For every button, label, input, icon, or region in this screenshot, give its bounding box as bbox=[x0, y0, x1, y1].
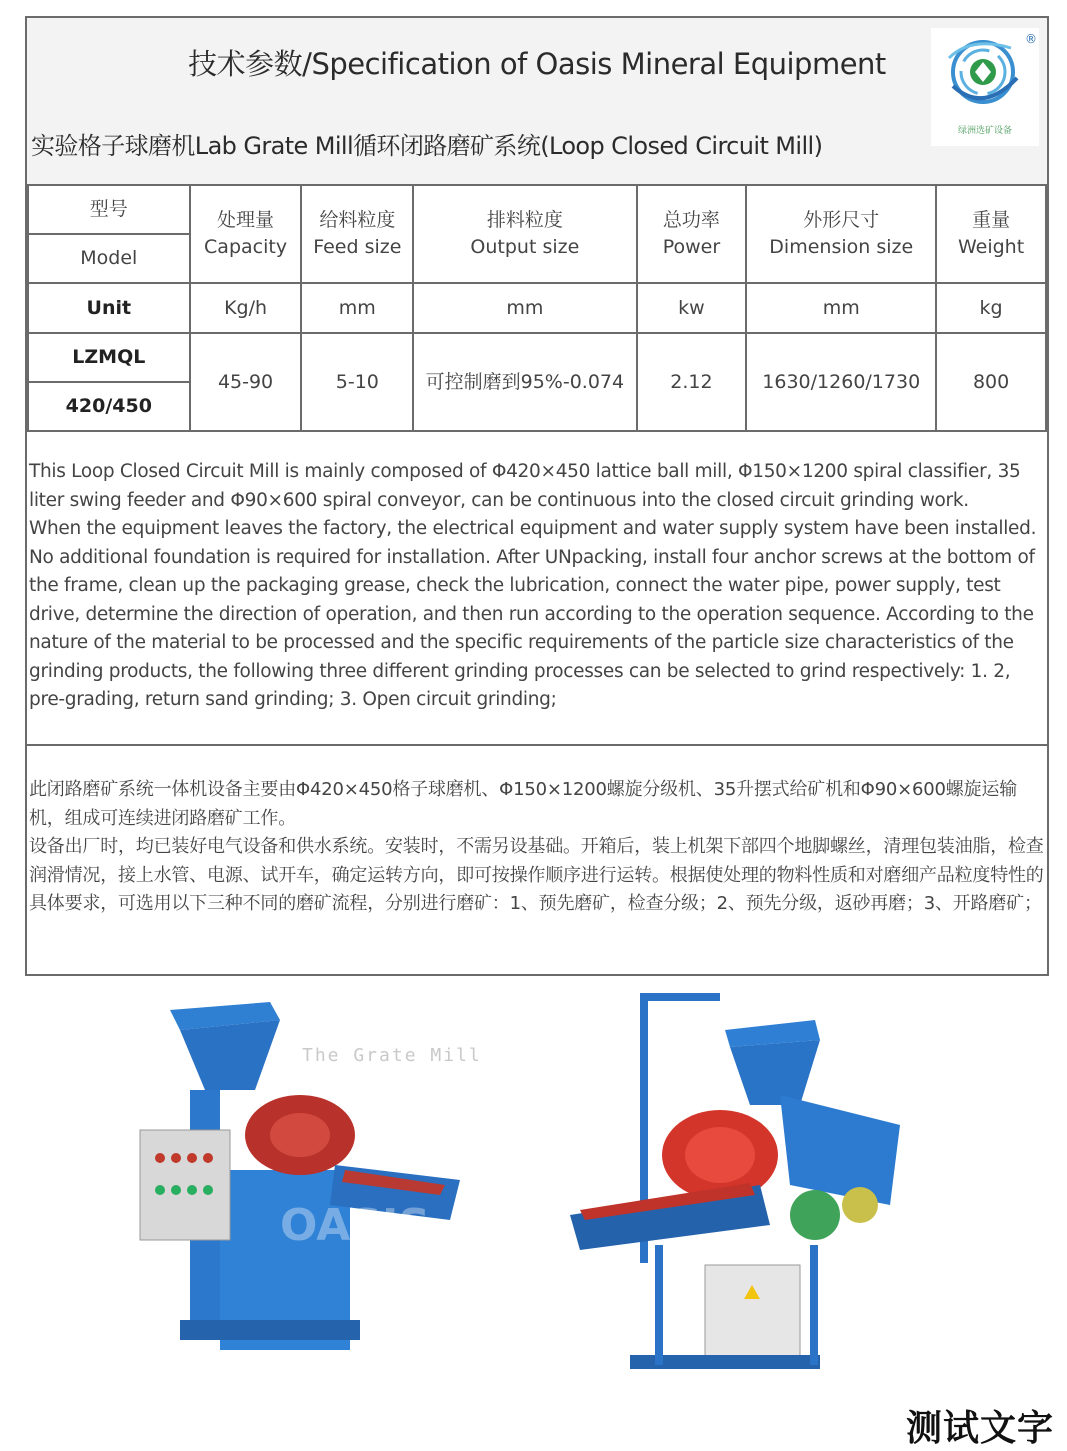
globe-logo-icon bbox=[931, 28, 1039, 123]
weight-unit: kg bbox=[936, 283, 1046, 333]
spec-sheet bbox=[25, 16, 1049, 976]
feed-size-header: 给料粒度 Feed size bbox=[301, 185, 413, 283]
chinese-description bbox=[29, 776, 1045, 919]
output-size-unit: mm bbox=[413, 283, 636, 333]
weight-header: 重量 Weight bbox=[936, 185, 1046, 283]
model-size: 420/450 bbox=[28, 382, 190, 431]
weight-value: 800 bbox=[936, 333, 1046, 431]
spec-table bbox=[27, 184, 1047, 432]
power-value: 2.12 bbox=[637, 333, 747, 431]
page-watermark: 测试文字 bbox=[906, 1407, 1055, 1449]
dimension-header: 外形尺寸 Dimension size bbox=[746, 185, 936, 283]
sheet-header bbox=[27, 18, 1047, 186]
capacity-value: 45-90 bbox=[190, 333, 302, 431]
dimension-value: 1630/1260/1730 bbox=[746, 333, 936, 431]
unit-label: Unit bbox=[28, 283, 190, 333]
output-size-value: 可控制磨到95%-0.074 bbox=[413, 333, 636, 431]
control-box bbox=[140, 1130, 230, 1240]
photo-watermark: OASIS bbox=[280, 1200, 431, 1251]
feed-size-value: 5-10 bbox=[301, 333, 413, 431]
english-paragraph: When the equipment leaves the factory, the electrical equipment and water supply system have been installed. No additional foundation is required for installation. After UNpacking, install four anchor screws at the bottom of the frame, clean up the packaging grease, check the lubrication, connect the water pipe, power supply, test drive, determine the direction of operation, and then run according to the operation sequence. According to the nature of the material to be processed and the specific requirements of the particle size characteristics of the grinding products, the following three different grinding processes can be selected to grind respectively: 1. 2, pre-grading, return sand grinding; 3. Open circuit grinding; bbox=[29, 518, 1037, 710]
capacity-header: 处理量 Capacity bbox=[190, 185, 302, 283]
electrical-cabinet bbox=[705, 1265, 800, 1360]
english-description bbox=[29, 458, 1045, 715]
model-name: LZMQL bbox=[28, 333, 190, 382]
photo-caption: The Grate Mill bbox=[302, 1045, 482, 1066]
dimension-unit: mm bbox=[746, 283, 936, 333]
power-header: 总功率 Power bbox=[637, 185, 747, 283]
chinese-paragraph: 此闭路磨矿系统一体机设备主要由Φ420×450格子球磨机、Φ150×1200螺旋分级机、35升摆式给矿机和Φ90×600螺旋运输机，组成可连续进闭路磨矿工作。 bbox=[29, 779, 1017, 829]
model-header-en: Model bbox=[28, 234, 190, 283]
registered-mark: ® bbox=[1025, 32, 1037, 46]
feed-size-unit: mm bbox=[301, 283, 413, 333]
page-title: 技术参数/Specification of Oasis Mineral Equipment bbox=[188, 47, 886, 81]
section-divider bbox=[27, 744, 1047, 746]
power-unit: kw bbox=[637, 283, 747, 333]
chinese-paragraph: 设备出厂时，均已装好电气设备和供水系统。安装时，不需另设基础。开箱后，装上机架下部四个地脚螺丝，清理包装油脂，检查润滑情况，接上水管、电源、试开车，确定运转方向，即可按操作顺序进行运转。根据使处理的物料性质和对磨细产品粒度特性的具体要求，可选用以下三种不同的磨矿流程，分别进行磨矿：1、预先磨矿，检查分级；2、预先分级，返砂再磨；3、开路磨矿； bbox=[29, 836, 1044, 914]
company-logo bbox=[931, 28, 1039, 146]
english-paragraph: This Loop Closed Circuit Mill is mainly composed of Φ420×450 lattice ball mill, Φ150×1200 spiral classifier, 35 liter swing feeder and Φ90×600 spiral conveyor, can be continuous into the closed circuit grinding work. bbox=[29, 461, 1021, 511]
model-header-cn: 型号 bbox=[28, 185, 190, 234]
product-subtitle: 实验格子球磨机Lab Grate Mill循环闭路磨矿系统(Loop Closed Circuit Mill) bbox=[31, 132, 823, 160]
capacity-unit: Kg/h bbox=[190, 283, 302, 333]
grate-mill-photo-right bbox=[560, 985, 910, 1385]
output-size-header: 排料粒度 Output size bbox=[413, 185, 636, 283]
logo-caption: 绿洲选矿设备 bbox=[957, 126, 1012, 136]
